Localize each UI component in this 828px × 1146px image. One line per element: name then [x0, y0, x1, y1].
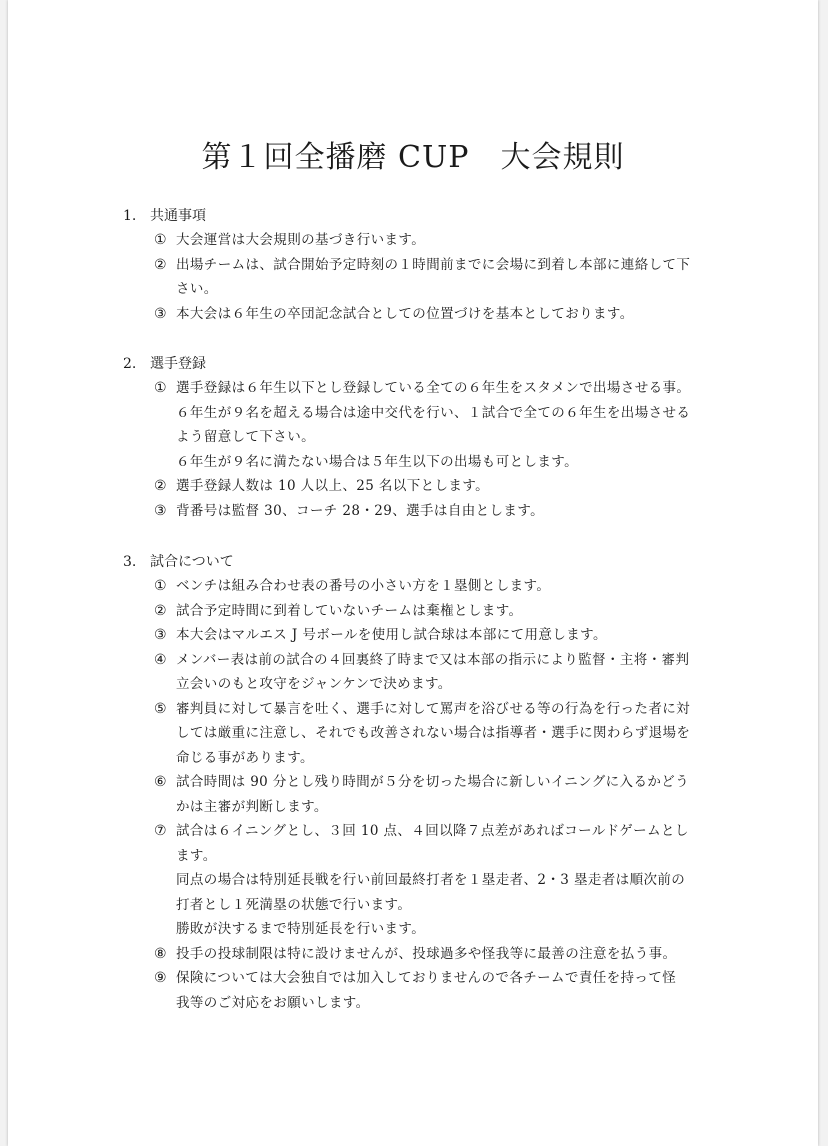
rule-item-number: ⑤	[154, 700, 167, 717]
rule-item	[123, 623, 723, 648]
rule-item-number: ⑨	[154, 970, 167, 986]
rule-text-line: ６年生が９名を超える場合は途中交代を行い、１試合で全ての６年生を出場させる	[176, 404, 691, 421]
rule-item-number: ②	[154, 602, 167, 619]
rule-text-line: 本大会はマルエス J 号ボールを使用し試合球は本部にて用意します。	[176, 627, 607, 643]
rule-item	[123, 302, 723, 327]
rule-text-line: ベンチは組み合わせ表の番号の小さい方を１塁側とします。	[176, 578, 551, 594]
rule-text-line: 投手の投球制限は特に設けませんが、投球過多や怪我等に最善の注意を払う事。	[176, 945, 677, 962]
rule-item-number: ④	[154, 651, 167, 668]
section-player-registration	[123, 352, 723, 523]
rule-text-line: 試合は６イニングとし、３回 10 点、４回以降７点差があればコールドゲームとし	[176, 823, 689, 839]
rule-item	[123, 770, 723, 819]
rule-item-number: ③	[154, 305, 167, 322]
rule-text-line: 大会運営は大会規則の基づき行います。	[176, 232, 426, 248]
section-match-rules	[123, 550, 723, 1015]
rule-text-line: 勝敗が決するまで特別延長を行います。	[176, 921, 426, 937]
section-heading	[123, 352, 723, 376]
page-title: 第１回全播磨 CUP 大会規則	[201, 140, 625, 175]
rule-item	[123, 574, 723, 599]
rule-item	[123, 648, 723, 697]
rule-item-number: ⑦	[154, 823, 167, 839]
rule-item-number: ③	[154, 627, 167, 643]
rule-item-number: ⑧	[154, 945, 167, 962]
rule-item	[123, 942, 723, 967]
rule-item	[123, 697, 723, 771]
section-number: 3.	[123, 554, 137, 570]
section-number: 1.	[123, 208, 137, 224]
rule-item	[123, 819, 723, 942]
rule-text-line: 打者とし１死満塁の状態で行います。	[176, 896, 412, 913]
rule-text-line: 保険については大会独自では加入しておりませんので各チームで責任を持って怪	[176, 970, 677, 986]
rule-item-number: ②	[154, 256, 167, 273]
section-heading-text: 共通事項	[150, 208, 206, 224]
rule-item-number: ①	[154, 380, 167, 396]
rule-text-line: 試合時間は 90 分とし残り時間が５分を切った場合に新しいイニングに入るかどう	[176, 774, 690, 790]
rule-text-line: 選手登録人数は 10 人以上、25 名以下とします。	[176, 478, 490, 494]
rule-item-number: ②	[154, 478, 167, 494]
rule-text-line: メンバー表は前の試合の４回裏終了時まで又は本部の指示により監督・主将・審判	[176, 651, 690, 668]
rule-item	[123, 499, 723, 524]
section-common	[123, 204, 723, 326]
rule-item	[123, 228, 723, 253]
rule-text-line: 出場チームは、試合開始予定時刻の１時間前までに会場に到着し本部に連絡して下	[176, 256, 691, 273]
rule-item-number: ①	[154, 578, 167, 594]
rule-text-line: 命じる事があります。	[176, 749, 314, 766]
rule-item	[123, 376, 723, 474]
rule-text-line: 同点の場合は特別延長戦を行い前回最終打者を１塁走者、2・3 塁走者は順次前の	[176, 872, 686, 888]
document-page	[8, 0, 818, 1146]
section-heading	[123, 550, 723, 574]
rule-item-number: ⑥	[154, 774, 167, 790]
rule-text-line: よう留意して下さい。	[176, 429, 315, 445]
rule-text-line: 試合予定時間に到着していないチームは棄権とします。	[176, 602, 523, 619]
rule-text-line: しては厳重に注意し、それでも改善されない場合は指導者・選手に関わらず退場を	[176, 725, 691, 741]
rule-item-number: ③	[154, 502, 167, 519]
rule-item	[123, 599, 723, 624]
section-heading-text: 選手登録	[150, 356, 206, 372]
rule-text-line: かは主審が判断します。	[176, 798, 328, 815]
rule-text-line: 我等のご対応をお願いします。	[176, 994, 370, 1011]
rule-text-line: 審判員に対して暴言を吐く、選手に対して罵声を浴びせる等の行為を行った者に対	[176, 700, 691, 717]
rule-item-number: ①	[154, 232, 167, 248]
rule-item	[123, 474, 723, 499]
rule-text-line: 立会いのもと攻守をジャンケンで決めます。	[176, 676, 452, 692]
rule-text-line: 本大会は６年生の卒団記念試合としての位置づけを基本としております。	[176, 305, 634, 322]
rule-text-line: ます。	[176, 847, 217, 864]
rule-item	[123, 253, 723, 302]
rule-text-line: ６年生が９名に満たない場合は５年生以下の出場も可とします。	[176, 453, 579, 470]
section-heading	[123, 204, 723, 228]
rule-text-line: 背番号は監督 30、コーチ 28・29、選手は自由とします。	[176, 502, 545, 519]
rule-item	[123, 966, 723, 1015]
rule-text-line: 選手登録は６年生以下とし登録している全ての６年生をスタメンで出場させる事。	[176, 380, 691, 396]
section-heading-text: 試合について	[150, 554, 234, 570]
rule-text-line: さい。	[176, 281, 218, 297]
section-number: 2.	[123, 356, 137, 372]
